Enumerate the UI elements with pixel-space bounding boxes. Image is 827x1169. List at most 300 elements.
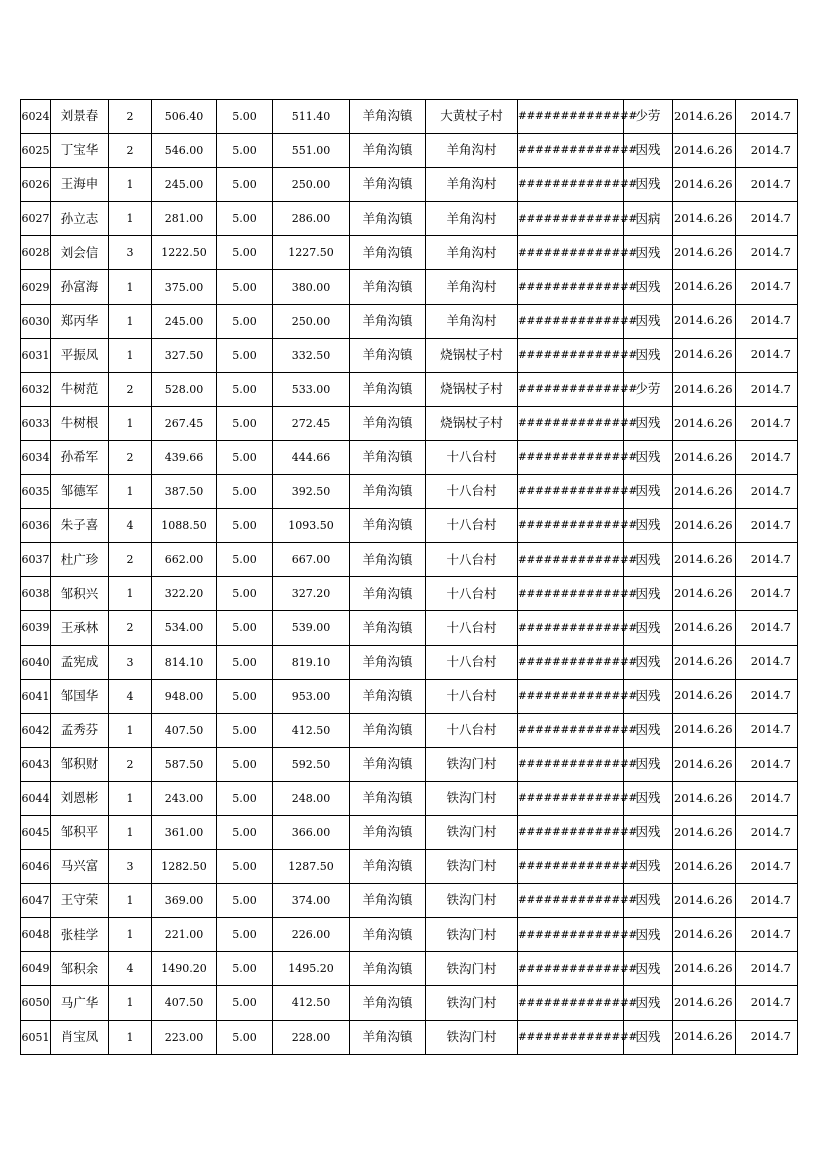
total-amount-cell: 327.20 xyxy=(273,577,350,611)
pay-month-cell: 2014.7 xyxy=(736,440,798,474)
pay-month-cell: 2014.7 xyxy=(736,850,798,884)
total-amount-cell: 551.00 xyxy=(273,134,350,168)
pay-month-cell: 2014.7 xyxy=(736,781,798,815)
id-number-cell: ############## xyxy=(518,952,624,986)
pay-month-cell: 2014.7 xyxy=(736,338,798,372)
category-cell: 因残 xyxy=(624,645,673,679)
serial-number-cell: 6051 xyxy=(21,1020,51,1054)
id-number-cell: ############## xyxy=(518,236,624,270)
addon-amount-cell: 5.00 xyxy=(217,884,273,918)
base-amount-cell: 439.66 xyxy=(152,440,217,474)
base-amount-cell: 506.40 xyxy=(152,100,217,134)
person-name-cell: 马广华 xyxy=(51,986,109,1020)
household-count-cell: 1 xyxy=(109,406,152,440)
category-cell: 因病 xyxy=(624,202,673,236)
category-cell: 因残 xyxy=(624,611,673,645)
village-name-cell: 羊角沟村 xyxy=(426,270,518,304)
household-count-cell: 2 xyxy=(109,611,152,645)
village-name-cell: 羊角沟村 xyxy=(426,304,518,338)
start-date-cell: 2014.6.26 xyxy=(673,372,736,406)
village-name-cell: 十八台村 xyxy=(426,509,518,543)
person-name-cell: 刘恩彬 xyxy=(51,781,109,815)
serial-number-cell: 6025 xyxy=(21,134,51,168)
household-count-cell: 1 xyxy=(109,781,152,815)
table-row xyxy=(21,100,798,134)
start-date-cell: 2014.6.26 xyxy=(673,952,736,986)
start-date-cell: 2014.6.26 xyxy=(673,884,736,918)
person-name-cell: 孟宪成 xyxy=(51,645,109,679)
household-count-cell: 1 xyxy=(109,168,152,202)
serial-number-cell: 6040 xyxy=(21,645,51,679)
category-cell: 因残 xyxy=(624,168,673,202)
pay-month-cell: 2014.7 xyxy=(736,168,798,202)
person-name-cell: 王海申 xyxy=(51,168,109,202)
base-amount-cell: 546.00 xyxy=(152,134,217,168)
addon-amount-cell: 5.00 xyxy=(217,509,273,543)
table-row xyxy=(21,543,798,577)
addon-amount-cell: 5.00 xyxy=(217,270,273,304)
pay-month-cell: 2014.7 xyxy=(736,815,798,849)
category-cell: 因残 xyxy=(624,986,673,1020)
category-cell: 因残 xyxy=(624,952,673,986)
serial-number-cell: 6034 xyxy=(21,440,51,474)
table-row xyxy=(21,475,798,509)
base-amount-cell: 327.50 xyxy=(152,338,217,372)
serial-number-cell: 6046 xyxy=(21,850,51,884)
records-table xyxy=(20,99,798,1055)
serial-number-cell: 6033 xyxy=(21,406,51,440)
town-name-cell: 羊角沟镇 xyxy=(350,884,426,918)
town-name-cell: 羊角沟镇 xyxy=(350,781,426,815)
household-count-cell: 3 xyxy=(109,236,152,270)
start-date-cell: 2014.6.26 xyxy=(673,304,736,338)
table-row xyxy=(21,611,798,645)
household-count-cell: 2 xyxy=(109,134,152,168)
household-count-cell: 1 xyxy=(109,270,152,304)
village-name-cell: 铁沟门村 xyxy=(426,1020,518,1054)
base-amount-cell: 245.00 xyxy=(152,168,217,202)
addon-amount-cell: 5.00 xyxy=(217,440,273,474)
total-amount-cell: 539.00 xyxy=(273,611,350,645)
table-row xyxy=(21,918,798,952)
town-name-cell: 羊角沟镇 xyxy=(350,747,426,781)
id-number-cell: ############## xyxy=(518,168,624,202)
person-name-cell: 平振凤 xyxy=(51,338,109,372)
addon-amount-cell: 5.00 xyxy=(217,475,273,509)
base-amount-cell: 587.50 xyxy=(152,747,217,781)
id-number-cell: ############## xyxy=(518,304,624,338)
person-name-cell: 牛树范 xyxy=(51,372,109,406)
town-name-cell: 羊角沟镇 xyxy=(350,372,426,406)
addon-amount-cell: 5.00 xyxy=(217,372,273,406)
person-name-cell: 牛树根 xyxy=(51,406,109,440)
village-name-cell: 铁沟门村 xyxy=(426,952,518,986)
start-date-cell: 2014.6.26 xyxy=(673,645,736,679)
town-name-cell: 羊角沟镇 xyxy=(350,509,426,543)
town-name-cell: 羊角沟镇 xyxy=(350,202,426,236)
category-cell: 因残 xyxy=(624,577,673,611)
pay-month-cell: 2014.7 xyxy=(736,202,798,236)
person-name-cell: 王守荣 xyxy=(51,884,109,918)
person-name-cell: 孟秀芬 xyxy=(51,713,109,747)
table-row xyxy=(21,338,798,372)
table-row xyxy=(21,236,798,270)
village-name-cell: 铁沟门村 xyxy=(426,850,518,884)
pay-month-cell: 2014.7 xyxy=(736,679,798,713)
start-date-cell: 2014.6.26 xyxy=(673,577,736,611)
start-date-cell: 2014.6.26 xyxy=(673,1020,736,1054)
category-cell: 少劳 xyxy=(624,372,673,406)
table-row xyxy=(21,679,798,713)
addon-amount-cell: 5.00 xyxy=(217,918,273,952)
base-amount-cell: 361.00 xyxy=(152,815,217,849)
base-amount-cell: 1088.50 xyxy=(152,509,217,543)
pay-month-cell: 2014.7 xyxy=(736,543,798,577)
addon-amount-cell: 5.00 xyxy=(217,645,273,679)
table-row xyxy=(21,304,798,338)
total-amount-cell: 533.00 xyxy=(273,372,350,406)
serial-number-cell: 6045 xyxy=(21,815,51,849)
total-amount-cell: 380.00 xyxy=(273,270,350,304)
start-date-cell: 2014.6.26 xyxy=(673,543,736,577)
id-number-cell: ############## xyxy=(518,475,624,509)
base-amount-cell: 1490.20 xyxy=(152,952,217,986)
household-count-cell: 1 xyxy=(109,202,152,236)
category-cell: 因残 xyxy=(624,850,673,884)
serial-number-cell: 6026 xyxy=(21,168,51,202)
total-amount-cell: 444.66 xyxy=(273,440,350,474)
household-count-cell: 1 xyxy=(109,986,152,1020)
category-cell: 因残 xyxy=(624,815,673,849)
household-count-cell: 2 xyxy=(109,543,152,577)
village-name-cell: 十八台村 xyxy=(426,713,518,747)
household-count-cell: 4 xyxy=(109,509,152,543)
town-name-cell: 羊角沟镇 xyxy=(350,475,426,509)
person-name-cell: 肖宝凤 xyxy=(51,1020,109,1054)
town-name-cell: 羊角沟镇 xyxy=(350,713,426,747)
total-amount-cell: 226.00 xyxy=(273,918,350,952)
category-cell: 因残 xyxy=(624,134,673,168)
person-name-cell: 丁宝华 xyxy=(51,134,109,168)
village-name-cell: 十八台村 xyxy=(426,679,518,713)
category-cell: 因残 xyxy=(624,747,673,781)
start-date-cell: 2014.6.26 xyxy=(673,509,736,543)
town-name-cell: 羊角沟镇 xyxy=(350,168,426,202)
addon-amount-cell: 5.00 xyxy=(217,952,273,986)
serial-number-cell: 6036 xyxy=(21,509,51,543)
town-name-cell: 羊角沟镇 xyxy=(350,304,426,338)
id-number-cell: ############## xyxy=(518,338,624,372)
table-row xyxy=(21,406,798,440)
serial-number-cell: 6027 xyxy=(21,202,51,236)
household-count-cell: 3 xyxy=(109,645,152,679)
person-name-cell: 朱子喜 xyxy=(51,509,109,543)
base-amount-cell: 243.00 xyxy=(152,781,217,815)
pay-month-cell: 2014.7 xyxy=(736,406,798,440)
start-date-cell: 2014.6.26 xyxy=(673,406,736,440)
total-amount-cell: 366.00 xyxy=(273,815,350,849)
total-amount-cell: 250.00 xyxy=(273,304,350,338)
village-name-cell: 羊角沟村 xyxy=(426,236,518,270)
household-count-cell: 4 xyxy=(109,952,152,986)
serial-number-cell: 6039 xyxy=(21,611,51,645)
town-name-cell: 羊角沟镇 xyxy=(350,952,426,986)
start-date-cell: 2014.6.26 xyxy=(673,986,736,1020)
pay-month-cell: 2014.7 xyxy=(736,645,798,679)
serial-number-cell: 6032 xyxy=(21,372,51,406)
person-name-cell: 孙富海 xyxy=(51,270,109,304)
base-amount-cell: 221.00 xyxy=(152,918,217,952)
category-cell: 因残 xyxy=(624,509,673,543)
base-amount-cell: 528.00 xyxy=(152,372,217,406)
town-name-cell: 羊角沟镇 xyxy=(350,850,426,884)
table-row xyxy=(21,713,798,747)
start-date-cell: 2014.6.26 xyxy=(673,134,736,168)
town-name-cell: 羊角沟镇 xyxy=(350,1020,426,1054)
category-cell: 因残 xyxy=(624,918,673,952)
village-name-cell: 十八台村 xyxy=(426,577,518,611)
total-amount-cell: 412.50 xyxy=(273,713,350,747)
id-number-cell: ############## xyxy=(518,372,624,406)
town-name-cell: 羊角沟镇 xyxy=(350,611,426,645)
village-name-cell: 铁沟门村 xyxy=(426,884,518,918)
household-count-cell: 2 xyxy=(109,440,152,474)
town-name-cell: 羊角沟镇 xyxy=(350,815,426,849)
village-name-cell: 羊角沟村 xyxy=(426,168,518,202)
total-amount-cell: 511.40 xyxy=(273,100,350,134)
addon-amount-cell: 5.00 xyxy=(217,304,273,338)
id-number-cell: ############## xyxy=(518,713,624,747)
total-amount-cell: 953.00 xyxy=(273,679,350,713)
household-count-cell: 1 xyxy=(109,475,152,509)
category-cell: 少劳 xyxy=(624,100,673,134)
serial-number-cell: 6042 xyxy=(21,713,51,747)
total-amount-cell: 592.50 xyxy=(273,747,350,781)
person-name-cell: 杜广珍 xyxy=(51,543,109,577)
id-number-cell: ############## xyxy=(518,679,624,713)
id-number-cell: ############## xyxy=(518,918,624,952)
table-row xyxy=(21,747,798,781)
household-count-cell: 2 xyxy=(109,747,152,781)
base-amount-cell: 387.50 xyxy=(152,475,217,509)
addon-amount-cell: 5.00 xyxy=(217,986,273,1020)
base-amount-cell: 322.20 xyxy=(152,577,217,611)
town-name-cell: 羊角沟镇 xyxy=(350,134,426,168)
person-name-cell: 马兴富 xyxy=(51,850,109,884)
town-name-cell: 羊角沟镇 xyxy=(350,577,426,611)
village-name-cell: 十八台村 xyxy=(426,440,518,474)
start-date-cell: 2014.6.26 xyxy=(673,338,736,372)
category-cell: 因残 xyxy=(624,440,673,474)
household-count-cell: 1 xyxy=(109,884,152,918)
id-number-cell: ############## xyxy=(518,815,624,849)
pay-month-cell: 2014.7 xyxy=(736,372,798,406)
start-date-cell: 2014.6.26 xyxy=(673,918,736,952)
household-count-cell: 2 xyxy=(109,100,152,134)
town-name-cell: 羊角沟镇 xyxy=(350,679,426,713)
id-number-cell: ############## xyxy=(518,747,624,781)
base-amount-cell: 407.50 xyxy=(152,713,217,747)
village-name-cell: 十八台村 xyxy=(426,645,518,679)
serial-number-cell: 6047 xyxy=(21,884,51,918)
table-row xyxy=(21,509,798,543)
person-name-cell: 邹积余 xyxy=(51,952,109,986)
base-amount-cell: 375.00 xyxy=(152,270,217,304)
serial-number-cell: 6049 xyxy=(21,952,51,986)
pay-month-cell: 2014.7 xyxy=(736,475,798,509)
household-count-cell: 1 xyxy=(109,338,152,372)
household-count-cell: 2 xyxy=(109,372,152,406)
pay-month-cell: 2014.7 xyxy=(736,509,798,543)
id-number-cell: ############## xyxy=(518,202,624,236)
table-row xyxy=(21,815,798,849)
addon-amount-cell: 5.00 xyxy=(217,747,273,781)
category-cell: 因残 xyxy=(624,236,673,270)
addon-amount-cell: 5.00 xyxy=(217,577,273,611)
pay-month-cell: 2014.7 xyxy=(736,236,798,270)
base-amount-cell: 407.50 xyxy=(152,986,217,1020)
person-name-cell: 刘会信 xyxy=(51,236,109,270)
serial-number-cell: 6024 xyxy=(21,100,51,134)
town-name-cell: 羊角沟镇 xyxy=(350,338,426,372)
village-name-cell: 铁沟门村 xyxy=(426,781,518,815)
person-name-cell: 孙立志 xyxy=(51,202,109,236)
base-amount-cell: 814.10 xyxy=(152,645,217,679)
table-row xyxy=(21,202,798,236)
serial-number-cell: 6035 xyxy=(21,475,51,509)
pay-month-cell: 2014.7 xyxy=(736,986,798,1020)
town-name-cell: 羊角沟镇 xyxy=(350,918,426,952)
base-amount-cell: 223.00 xyxy=(152,1020,217,1054)
base-amount-cell: 1222.50 xyxy=(152,236,217,270)
base-amount-cell: 267.45 xyxy=(152,406,217,440)
serial-number-cell: 6041 xyxy=(21,679,51,713)
table-row xyxy=(21,1020,798,1054)
person-name-cell: 邹国华 xyxy=(51,679,109,713)
person-name-cell: 邹德军 xyxy=(51,475,109,509)
pay-month-cell: 2014.7 xyxy=(736,884,798,918)
serial-number-cell: 6038 xyxy=(21,577,51,611)
start-date-cell: 2014.6.26 xyxy=(673,168,736,202)
total-amount-cell: 1287.50 xyxy=(273,850,350,884)
person-name-cell: 邹积平 xyxy=(51,815,109,849)
person-name-cell: 刘景春 xyxy=(51,100,109,134)
start-date-cell: 2014.6.26 xyxy=(673,815,736,849)
town-name-cell: 羊角沟镇 xyxy=(350,440,426,474)
total-amount-cell: 1227.50 xyxy=(273,236,350,270)
addon-amount-cell: 5.00 xyxy=(217,713,273,747)
start-date-cell: 2014.6.26 xyxy=(673,270,736,304)
pay-month-cell: 2014.7 xyxy=(736,577,798,611)
base-amount-cell: 662.00 xyxy=(152,543,217,577)
category-cell: 因残 xyxy=(624,270,673,304)
category-cell: 因残 xyxy=(624,1020,673,1054)
table-row xyxy=(21,134,798,168)
serial-number-cell: 6031 xyxy=(21,338,51,372)
addon-amount-cell: 5.00 xyxy=(217,338,273,372)
id-number-cell: ############## xyxy=(518,134,624,168)
table-row xyxy=(21,270,798,304)
village-name-cell: 烧锅杖子村 xyxy=(426,406,518,440)
village-name-cell: 铁沟门村 xyxy=(426,747,518,781)
table-row xyxy=(21,440,798,474)
id-number-cell: ############## xyxy=(518,781,624,815)
start-date-cell: 2014.6.26 xyxy=(673,440,736,474)
total-amount-cell: 392.50 xyxy=(273,475,350,509)
total-amount-cell: 412.50 xyxy=(273,986,350,1020)
start-date-cell: 2014.6.26 xyxy=(673,100,736,134)
table-row xyxy=(21,372,798,406)
id-number-cell: ############## xyxy=(518,509,624,543)
village-name-cell: 十八台村 xyxy=(426,611,518,645)
person-name-cell: 邹积财 xyxy=(51,747,109,781)
pay-month-cell: 2014.7 xyxy=(736,134,798,168)
village-name-cell: 羊角沟村 xyxy=(426,202,518,236)
addon-amount-cell: 5.00 xyxy=(217,781,273,815)
pay-month-cell: 2014.7 xyxy=(736,952,798,986)
total-amount-cell: 286.00 xyxy=(273,202,350,236)
village-name-cell: 烧锅杖子村 xyxy=(426,372,518,406)
category-cell: 因残 xyxy=(624,406,673,440)
table-row xyxy=(21,168,798,202)
pay-month-cell: 2014.7 xyxy=(736,713,798,747)
town-name-cell: 羊角沟镇 xyxy=(350,543,426,577)
pay-month-cell: 2014.7 xyxy=(736,304,798,338)
town-name-cell: 羊角沟镇 xyxy=(350,270,426,304)
addon-amount-cell: 5.00 xyxy=(217,100,273,134)
id-number-cell: ############## xyxy=(518,270,624,304)
addon-amount-cell: 5.00 xyxy=(217,134,273,168)
town-name-cell: 羊角沟镇 xyxy=(350,406,426,440)
addon-amount-cell: 5.00 xyxy=(217,815,273,849)
table-row xyxy=(21,952,798,986)
total-amount-cell: 819.10 xyxy=(273,645,350,679)
town-name-cell: 羊角沟镇 xyxy=(350,986,426,1020)
village-name-cell: 烧锅杖子村 xyxy=(426,338,518,372)
id-number-cell: ############## xyxy=(518,986,624,1020)
household-count-cell: 1 xyxy=(109,1020,152,1054)
id-number-cell: ############## xyxy=(518,611,624,645)
addon-amount-cell: 5.00 xyxy=(217,406,273,440)
table-row xyxy=(21,781,798,815)
base-amount-cell: 369.00 xyxy=(152,884,217,918)
category-cell: 因残 xyxy=(624,884,673,918)
addon-amount-cell: 5.00 xyxy=(217,611,273,645)
pay-month-cell: 2014.7 xyxy=(736,611,798,645)
id-number-cell: ############## xyxy=(518,577,624,611)
pay-month-cell: 2014.7 xyxy=(736,100,798,134)
table-row xyxy=(21,850,798,884)
start-date-cell: 2014.6.26 xyxy=(673,475,736,509)
addon-amount-cell: 5.00 xyxy=(217,202,273,236)
pay-month-cell: 2014.7 xyxy=(736,1020,798,1054)
category-cell: 因残 xyxy=(624,338,673,372)
household-count-cell: 1 xyxy=(109,815,152,849)
village-name-cell: 铁沟门村 xyxy=(426,815,518,849)
pay-month-cell: 2014.7 xyxy=(736,918,798,952)
base-amount-cell: 534.00 xyxy=(152,611,217,645)
village-name-cell: 铁沟门村 xyxy=(426,986,518,1020)
start-date-cell: 2014.6.26 xyxy=(673,781,736,815)
category-cell: 因残 xyxy=(624,475,673,509)
category-cell: 因残 xyxy=(624,543,673,577)
pay-month-cell: 2014.7 xyxy=(736,270,798,304)
start-date-cell: 2014.6.26 xyxy=(673,713,736,747)
total-amount-cell: 1495.20 xyxy=(273,952,350,986)
household-count-cell: 1 xyxy=(109,713,152,747)
id-number-cell: ############## xyxy=(518,543,624,577)
start-date-cell: 2014.6.26 xyxy=(673,679,736,713)
